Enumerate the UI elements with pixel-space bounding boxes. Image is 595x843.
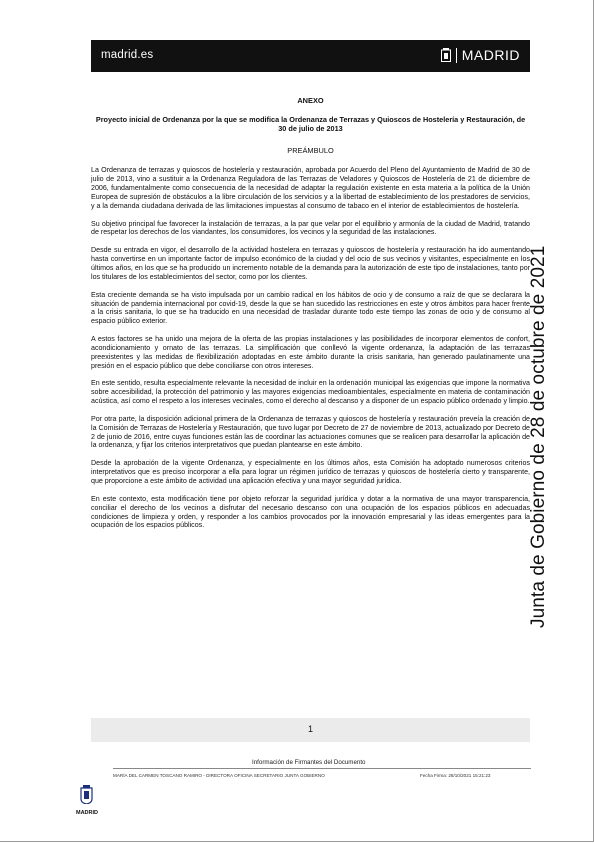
- paragraph: Desde su entrada en vigor, el desarrollo de la actividad hostelera en terrazas y quioscos de hostelería y restauración ha ido aumentando hasta convertirse en un importante factor de impulso económico de la ciudad y del ocio de sus vecinos y visitantes, especialmente en los últimos años, en los que se ha producido un incremento notable de la demanda para la autorización de este tipo de instalaciones, tanto por los titulares de los establecimientos del sector, como por los clientes.: [91, 246, 530, 281]
- paragraph: Desde la aprobación de la vigente Ordenanza, y especialmente en los últimos años, esta Comisión ha adoptado numerosos criterios interpretativos que es preciso incorporar a ella para lograr un régimen jurídico de terrazas y quioscos de hostelería cierto y transparente, que proporcione a este ámbito de actividad una aplicación efectiva y una mayor seguridad jurídica.: [91, 459, 530, 486]
- madrid-seal: [65, 771, 109, 823]
- signature-date: Fecha Firma: 28/10/2021 15:21:23: [420, 773, 491, 778]
- paragraph: Por otra parte, la disposición adicional primera de la Ordenanza de terrazas y quioscos de hostelería y restauración preveía la creación de la Comisión de Terrazas de Hostelería y Restauración, que tuvo lugar por Decreto de 27 de noviembre de 2013, actualizado por Decreto de 2 de junio de 2016, entre cuyas funciones están las de coordinar las actuaciones comunes que se realicen para desarrollar la aplicación de la ordenanza, y fijar los criterios interpretativos que puedan plantearse en este ámbito.: [91, 415, 530, 450]
- signer-name: MARÍA DEL CARMEN TOSCANO RAMIRO - DIRECTORA OFICINA SECRETARIO JUNTA GOBIERNO: [113, 773, 325, 778]
- doc-title: Proyecto inicial de Ordenanza por la que se modifica la Ordenanza de Terrazas y Quioscos de Hostelería y Restauración, de 30 de julio de 2013: [95, 114, 526, 134]
- document-body: [91, 97, 530, 539]
- paragraph: La Ordenanza de terrazas y quioscos de hostelería y restauración, aprobada por Acuerdo del Pleno del Ayuntamiento de Madrid de 30 de julio de 2013, vino a sustituir a la Ordenanza Reguladora de las Terrazas de Veladores y Quioscos de Hostelería de 21 de diciembre de 2006, fundamentalmente como consecuencia de la necesidad de adaptar la regulación existente en esta materia a la política de la Unión Europea de supresión de obstáculos a la libre circulación de los servicios y a la libertad de establecimiento de los prestadores de servicios, y a la demanda ciudadana derivada de las limitaciones impuestas al consumo de tabaco en el interior de establecimientos de hostelería.: [91, 166, 530, 210]
- signers-title: Información de Firmantes del Documento: [252, 759, 366, 766]
- paragraph: Su objetivo principal fue favorecer la instalación de terrazas, a la par que velar por el equilibrio y armonía de la ciudad de Madrid, tratando de respetar los derechos de los viandantes, los consumidores, los vecinos y la seguridad de las instalaciones.: [91, 219, 530, 237]
- brand-name: MADRID: [461, 47, 520, 63]
- page-number: 1: [307, 724, 313, 734]
- paragraph: En este contexto, esta modificación tiene por objeto reforzar la seguridad jurídica y dotar a la normativa de una mayor transparencia, conciliar el derecho de los vecinos a disfrutar del necesario descanso con una ocupación de los espacios públicos en adecuadas condiciones de limpieza y orden, y responder a los cambios provocados por la innovación empresarial y las ideas emergentes para la ocupación de los espacios públicos.: [91, 495, 530, 530]
- brand: [441, 47, 520, 63]
- signers-divider: [113, 768, 531, 769]
- brand-separator: [456, 48, 457, 63]
- site-header: [91, 40, 530, 72]
- paragraph: Esta creciente demanda se ha visto impulsada por un cambio radical en los hábitos de ocio y de consumo a raíz de que se declarara la situación de pandemia internacional por covid-19, desde la que se han sucedido las restricciones en este y otros ámbitos para hacer frente a la crisis sanitaria, lo que se ha traducido en una necesidad de trasladar durante todo este tiempo las zonas de ocio y de consumo al espacio público exterior.: [91, 290, 530, 326]
- preamble-heading: PREÁMBULO: [287, 145, 334, 155]
- side-stamp-text: Junta de Gobierno de 28 de octubre de 2021: [528, 245, 549, 628]
- madrid-crest-icon: [441, 48, 451, 62]
- paragraph: En este sentido, resulta especialmente relevante la necesidad de incluir en la ordenación municipal las exigencias que impone la normativa sobre accesibilidad, la protección del patrimonio y las mayores exigencias medioambientales, especialmente en materia de contaminación acústica, así como el respeto a los intereses vecinales, como el derecho al descanso y a disponer de un espacio público ordenado y limpio.: [91, 379, 530, 406]
- madrid-crest-icon: [80, 785, 93, 804]
- seal-label: MADRID: [76, 810, 98, 816]
- site-link[interactable]: madrid.es: [101, 49, 154, 61]
- page-number-bar: [91, 718, 530, 742]
- doc-heading: ANEXO: [297, 96, 324, 105]
- paragraph: A estos factores se ha unido una mejora de la oferta de las propias instalaciones y las posibilidades de incorporar elementos de confort, acondicionamiento y ornato de las terrazas. La simplificación que conllevó la vigente ordenanza, la adaptación de las terrazas preexistentes y las medidas de flexibilización adoptadas en este ámbito durante la crisis sanitaria, han generado paulatinamente una presión en el espacio público que debe conciliarse con otros intereses.: [91, 335, 530, 370]
